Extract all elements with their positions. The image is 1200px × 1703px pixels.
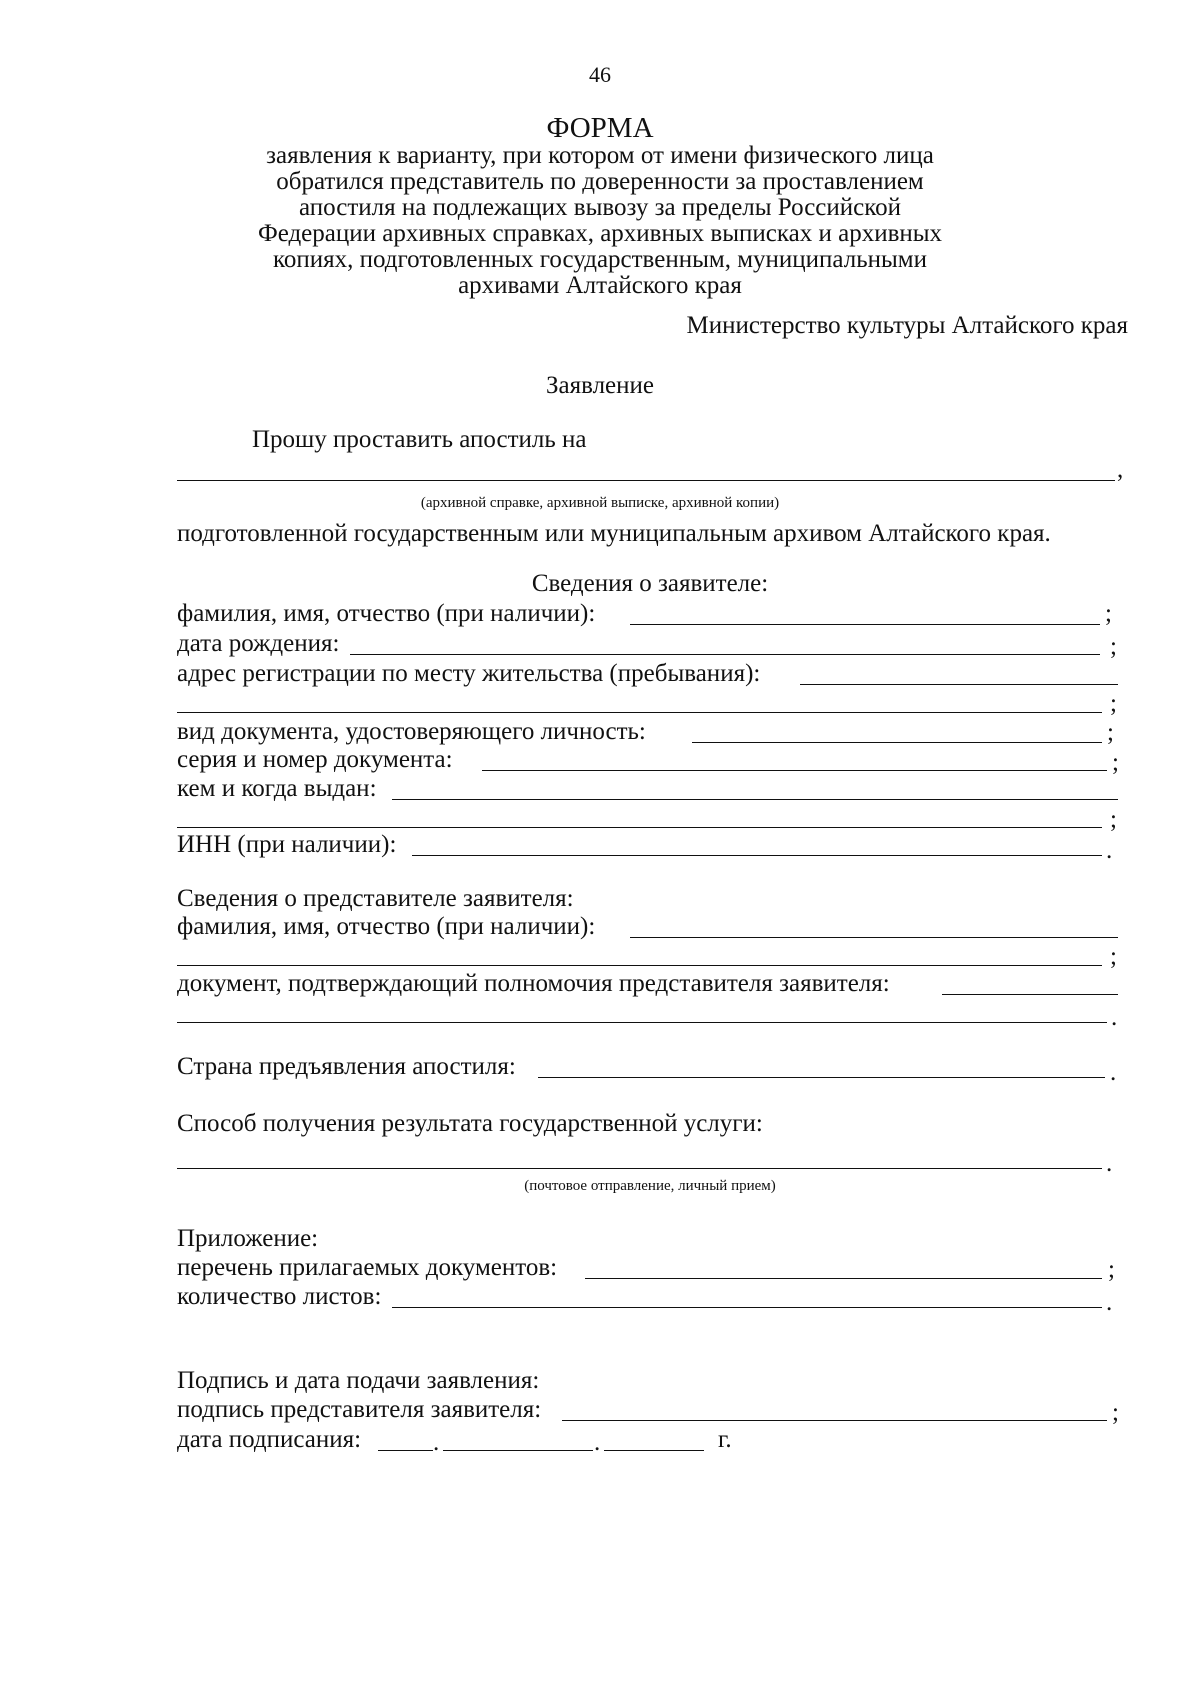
semicolon: ; <box>1110 633 1117 660</box>
semicolon: ; <box>1112 1399 1119 1426</box>
address-label: адрес регистрации по месту жительства (пребывания): <box>177 660 761 687</box>
semicolon: ; <box>1107 719 1114 746</box>
authority-doc-field-continued[interactable] <box>177 1022 1107 1023</box>
form-subtitle <box>0 143 1200 299</box>
sheets-count-label: количество листов: <box>177 1283 382 1310</box>
signing-day-field[interactable] <box>378 1450 433 1451</box>
comma: , <box>1117 456 1124 483</box>
applicant-name-field[interactable] <box>630 624 1100 625</box>
period: . <box>1106 1150 1113 1177</box>
subtitle-line: заявления к варианту, при котором от имени физического лица <box>266 142 934 169</box>
docs-list-label: перечень прилагаемых документов: <box>177 1254 558 1281</box>
country-field[interactable] <box>538 1077 1105 1078</box>
inn-label: ИНН (при наличии): <box>177 831 397 858</box>
period: . <box>1106 1289 1113 1316</box>
authority-doc-label: документ, подтверждающий полномочия представителя заявителя: <box>177 970 890 997</box>
period: . <box>1110 1059 1117 1086</box>
representative-heading: Сведения о представителе заявителя: <box>177 885 574 912</box>
rep-signature-label: подпись представителя заявителя: <box>177 1396 542 1423</box>
rep-signature-field[interactable] <box>562 1420 1107 1421</box>
country-label: Страна предъявления апостиля: <box>177 1053 516 1080</box>
id-doc-type-field[interactable] <box>692 742 1102 743</box>
inn-field[interactable] <box>412 855 1102 856</box>
document-type-field[interactable] <box>177 480 1115 481</box>
birth-date-label: дата рождения: <box>177 630 340 657</box>
date-dot: . <box>594 1429 601 1456</box>
semicolon: ; <box>1108 1256 1115 1283</box>
signature-heading: Подпись и дата подачи заявления: <box>177 1367 540 1394</box>
rep-name-label: фамилия, имя, отчество (при наличии): <box>177 913 596 940</box>
signing-year-field[interactable] <box>604 1450 704 1451</box>
sheets-count-field[interactable] <box>392 1307 1102 1308</box>
semicolon: ; <box>1110 690 1117 717</box>
id-doc-number-label: серия и номер документа: <box>177 746 453 773</box>
recipient-ministry: Министерство культуры Алтайского края <box>686 312 1128 339</box>
request-text: Прошу проставить апостиль на <box>252 426 587 453</box>
subtitle-line: апостиля на подлежащих вывозу за пределы Российской <box>298 194 902 221</box>
request-continuation: подготовленной государственным или муниципальным архивом Алтайского края. <box>177 520 1051 547</box>
signing-month-field[interactable] <box>443 1450 593 1451</box>
attachment-heading: Приложение: <box>177 1225 319 1252</box>
period: . <box>1111 1004 1118 1031</box>
id-doc-type-label: вид документа, удостоверяющего личность: <box>177 718 646 745</box>
rep-name-field[interactable] <box>630 937 1118 938</box>
docs-list-field[interactable] <box>585 1278 1102 1279</box>
rep-name-field-continued[interactable] <box>177 965 1102 966</box>
year-suffix: г. <box>718 1426 732 1453</box>
address-field[interactable] <box>800 684 1118 685</box>
delivery-label: Способ получения результата государственной услуги: <box>177 1110 763 1137</box>
delivery-hint: (почтовое отправление, личный прием) <box>524 1178 776 1194</box>
semicolon: ; <box>1110 806 1117 833</box>
semicolon: ; <box>1105 600 1112 627</box>
subtitle-line: архивами Алтайского края <box>458 272 742 299</box>
delivery-field[interactable] <box>177 1168 1102 1169</box>
document-type-hint: (архивной справке, архивной выписке, архивной копии) <box>420 495 780 511</box>
issued-by-field[interactable] <box>392 799 1118 800</box>
birth-date-field[interactable] <box>350 654 1100 655</box>
subtitle-line: Федерации архивных справках, архивных выписках и архивных <box>257 220 943 247</box>
semicolon: ; <box>1110 943 1117 970</box>
address-field-continued[interactable] <box>177 712 1102 713</box>
authority-doc-field[interactable] <box>942 994 1118 995</box>
form-title: ФОРМА <box>546 112 654 144</box>
signing-date-label: дата подписания: <box>177 1426 362 1453</box>
statement-title: Заявление <box>545 372 655 399</box>
issued-by-label: кем и когда выдан: <box>177 775 377 802</box>
date-dot: . <box>433 1429 440 1456</box>
id-doc-number-field[interactable] <box>482 770 1107 771</box>
subtitle-line: копиях, подготовленных государственным, муниципальными <box>273 246 927 273</box>
semicolon: ; <box>1112 749 1119 776</box>
issued-by-field-continued[interactable] <box>177 827 1102 828</box>
period: . <box>1106 837 1113 864</box>
subtitle-line: обратился представитель по доверенности за проставлением <box>276 168 924 195</box>
applicant-heading: Сведения о заявителе: <box>531 570 769 597</box>
applicant-name-label: фамилия, имя, отчество (при наличии): <box>177 600 596 627</box>
page-number: 46 <box>589 62 611 87</box>
